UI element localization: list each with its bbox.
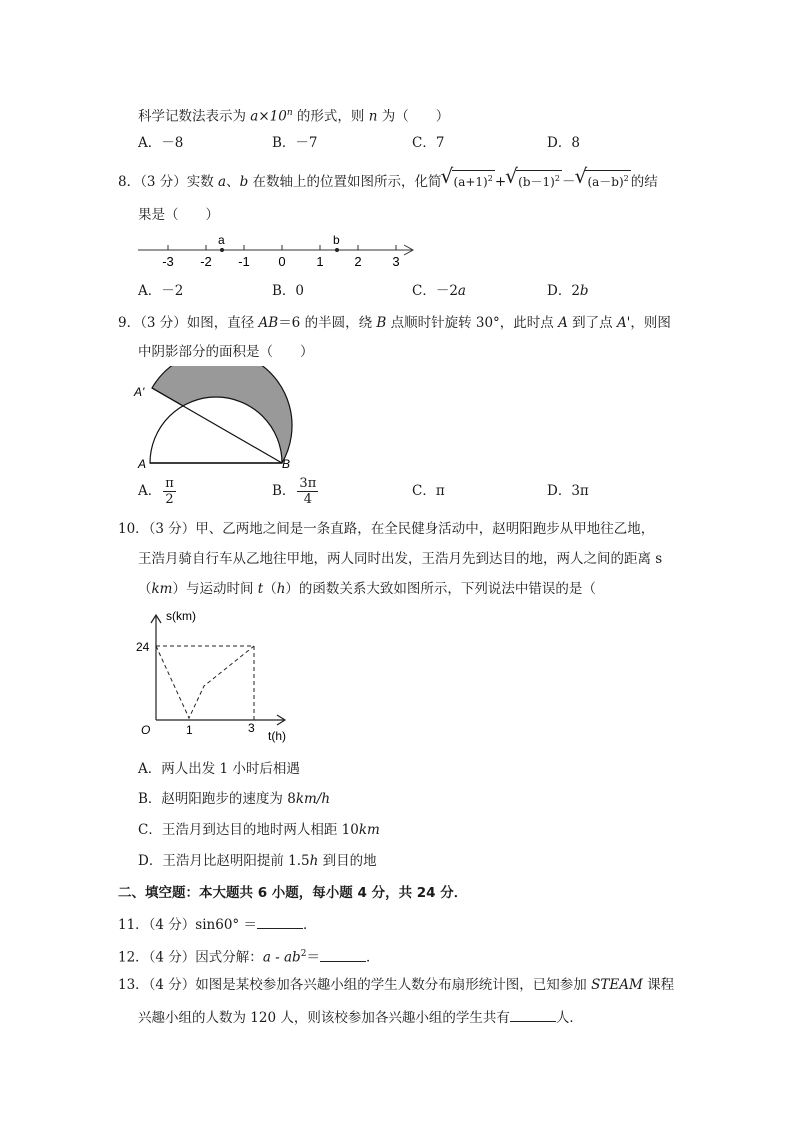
q7-text: 科学记数法表示为 xyxy=(138,108,251,125)
q8-option-c-var: a xyxy=(457,283,466,299)
tick-label-2: 2 xyxy=(354,254,362,269)
q10-option-b-unit: km/h xyxy=(295,791,331,807)
q12-text: 12．（4 分）因式分解： xyxy=(118,949,263,966)
graph-xlabel: t(h) xyxy=(268,729,286,743)
q8-stem-line xyxy=(118,170,658,191)
q8-option-d-text: D．2 xyxy=(547,283,580,299)
q8-option-a: A．－2 xyxy=(138,283,184,299)
q10-option-b xyxy=(138,790,330,808)
q13-answer-blank[interactable] xyxy=(510,1007,556,1022)
q9-option-a-letter: A． xyxy=(138,483,162,499)
q12-end: ． xyxy=(365,949,380,966)
q9-option-a-fraction xyxy=(163,476,176,507)
q10-l3a: （ xyxy=(138,581,152,597)
q7-option-d: D．8 xyxy=(547,135,580,151)
q9-a: A xyxy=(558,315,568,331)
q10-option-b-text: B．赵明阳跑步的速度为 8 xyxy=(138,791,296,807)
q8-lead: 8．（3 分）实数 xyxy=(118,174,219,190)
q8-tail: 的结 xyxy=(630,174,658,190)
rotated-semicircle-figure xyxy=(132,366,302,472)
q9-stem-line2: 中阴影部分的面积是（ ） xyxy=(138,344,314,360)
q13-line1 xyxy=(118,976,674,994)
q7-text2: 的形式，则 xyxy=(292,108,369,125)
q8-stem-line2: 果是（ ） xyxy=(138,207,219,223)
q8-radical-2 xyxy=(516,170,562,190)
q8-rad2: (b－1) xyxy=(518,175,555,189)
q10-option-c-text: C．王浩月到达目的地时两人相距 10 xyxy=(138,822,359,838)
q9-lead: 9．（3 分）如图，直径 xyxy=(118,315,259,331)
q13-end2: 人． xyxy=(555,1010,583,1026)
q12-sup: 2 xyxy=(300,949,307,959)
q9-option-c: C．π xyxy=(412,483,445,499)
q8-sup1: 2 xyxy=(487,174,493,183)
point-a-label: a xyxy=(218,233,225,247)
q10-option-c-unit: km xyxy=(358,822,380,838)
q7-stem-line xyxy=(138,104,449,126)
q8-radical-3 xyxy=(585,170,630,190)
q8-plus: + xyxy=(494,174,507,190)
q8-radical-1 xyxy=(452,170,495,190)
q13-text: 13．（4 分）如图是某校参加各兴趣小组的学生人数分布扇形统计图，已知参加 xyxy=(118,977,592,993)
q8-option-c xyxy=(412,282,466,300)
graph-origin: O xyxy=(141,723,151,737)
graph-ytick-24: 24 xyxy=(136,640,150,654)
graph-function-line xyxy=(156,646,254,718)
q8-var-b: b xyxy=(239,174,249,190)
number-line-figure xyxy=(130,230,420,270)
q9-option-d: D．3π xyxy=(547,483,589,499)
q11-line xyxy=(118,914,316,934)
label-a-prime: A' xyxy=(134,385,145,399)
q8-minus: － xyxy=(561,174,576,190)
q10-option-a: A．两人出发 1 小时后相遇 xyxy=(138,761,300,777)
tick-label-neg1: -1 xyxy=(238,254,250,269)
tick-label-0: 0 xyxy=(278,254,286,269)
q13-line2 xyxy=(138,1007,583,1027)
q9-ab: AB xyxy=(258,315,279,331)
q9-b: B xyxy=(376,315,387,331)
q9-option-a xyxy=(138,476,176,507)
q8-sup2: 2 xyxy=(554,174,560,183)
tick-label-1: 1 xyxy=(316,254,324,269)
q10-stem-line1: 10．（3 分）甲、乙两地之间是一条直路，在全民健身活动中，赵明阳跑步从甲地往乙地， xyxy=(118,521,655,537)
q11-end: ． xyxy=(302,917,317,933)
q9-option-a-num: π xyxy=(165,476,174,491)
q7-option-c: C．7 xyxy=(412,135,445,151)
q9-stem-line xyxy=(118,314,671,332)
q10-stem-line3 xyxy=(138,580,596,598)
q7-end: 为（ ） xyxy=(377,108,450,125)
q10-l3-t: t xyxy=(257,581,264,597)
tick-label-neg2: -2 xyxy=(200,254,212,269)
label-a: A xyxy=(138,457,147,471)
q10-option-c xyxy=(138,821,380,839)
q7-expr: a×10 xyxy=(250,108,287,125)
q7-option-a: A．－8 xyxy=(138,135,184,151)
q8-var-a: a xyxy=(218,174,227,190)
q12-eq: ＝ xyxy=(306,949,320,966)
q7-var: n xyxy=(368,108,378,125)
q8-sep: 、 xyxy=(226,174,240,190)
q11-text: 11．（4 分）sin60° ＝ xyxy=(118,917,257,933)
q8-option-d-var: b xyxy=(579,283,589,299)
q10-option-d-text: D．王浩月比赵明阳提前 1.5 xyxy=(138,853,310,869)
q10-l3-h: h xyxy=(276,581,286,597)
q10-option-d xyxy=(138,852,377,870)
q10-l3b: ）与运动时间 xyxy=(172,581,258,597)
q10-l3c: （ xyxy=(263,581,277,597)
q13-text2: 兴趣小组的人数为 120 人，则该校参加各兴趣小组的学生共有 xyxy=(138,1010,510,1026)
q9-option-b-num: 3π xyxy=(299,476,317,491)
q9-option-b-fraction xyxy=(297,476,318,507)
q10-stem-line2: 王浩月骑自行车从乙地往甲地，两人同时出发，王浩月先到达目的地，两人之间的距离 s xyxy=(138,551,663,567)
q8-sup3: 2 xyxy=(623,174,629,183)
q8-option-b: B．0 xyxy=(272,283,305,299)
q10-option-d-post: 到目的地 xyxy=(318,853,377,869)
q9-option-b-letter: B． xyxy=(272,483,296,499)
q9-option-a-den: 2 xyxy=(165,492,174,507)
q8-rad1: (a+1) xyxy=(453,175,488,189)
point-a-dot xyxy=(220,248,224,252)
graph-ylabel: s(km) xyxy=(166,609,196,623)
q8-option-c-text: C．－2 xyxy=(412,283,458,299)
q10-l3-km: km xyxy=(151,581,173,597)
q13-steam: STEAM xyxy=(591,977,643,993)
q8-rad3: (a－b) xyxy=(587,175,624,189)
q7-option-b: B．－7 xyxy=(272,135,318,151)
q8-option-d xyxy=(547,282,589,300)
q8-mid: 在数轴上的位置如图所示，化简 xyxy=(248,174,442,190)
q10-option-d-unit: h xyxy=(309,853,319,869)
q9-end: ，则图 xyxy=(630,315,671,331)
q9-option-b xyxy=(272,476,318,507)
point-b-dot xyxy=(335,248,339,252)
graph-xtick-3: 3 xyxy=(248,721,255,735)
q9-option-b-den: 4 xyxy=(303,492,312,507)
q9-mid: ＝6 的半圆，绕 xyxy=(278,315,377,331)
q10-l3d: ）的函数关系大致如图所示，下列说法中错误的是（ xyxy=(285,581,596,597)
q11-answer-blank[interactable] xyxy=(257,914,303,929)
graph-xtick-1: 1 xyxy=(186,723,193,737)
label-b: B xyxy=(282,457,291,471)
q12-line xyxy=(118,945,379,967)
section-heading: 二、填空题：本大题共 6 小题，每小题 4 分，共 24 分． xyxy=(118,885,468,901)
q9-mid2: 点顺时针旋转 30°，此时点 xyxy=(386,315,559,331)
distance-time-graph xyxy=(134,606,304,746)
tick-label-3: 3 xyxy=(392,254,400,269)
q12-expr: a - ab xyxy=(262,949,301,966)
tick-label-neg3: -3 xyxy=(162,254,174,269)
q9-mid3: 到了点 xyxy=(567,315,617,331)
q9-ap: A' xyxy=(616,315,631,331)
q7-exp: n xyxy=(286,108,293,118)
q12-answer-blank[interactable] xyxy=(320,947,366,962)
point-b-label: b xyxy=(333,233,340,247)
q13-end: 课程 xyxy=(642,977,675,993)
